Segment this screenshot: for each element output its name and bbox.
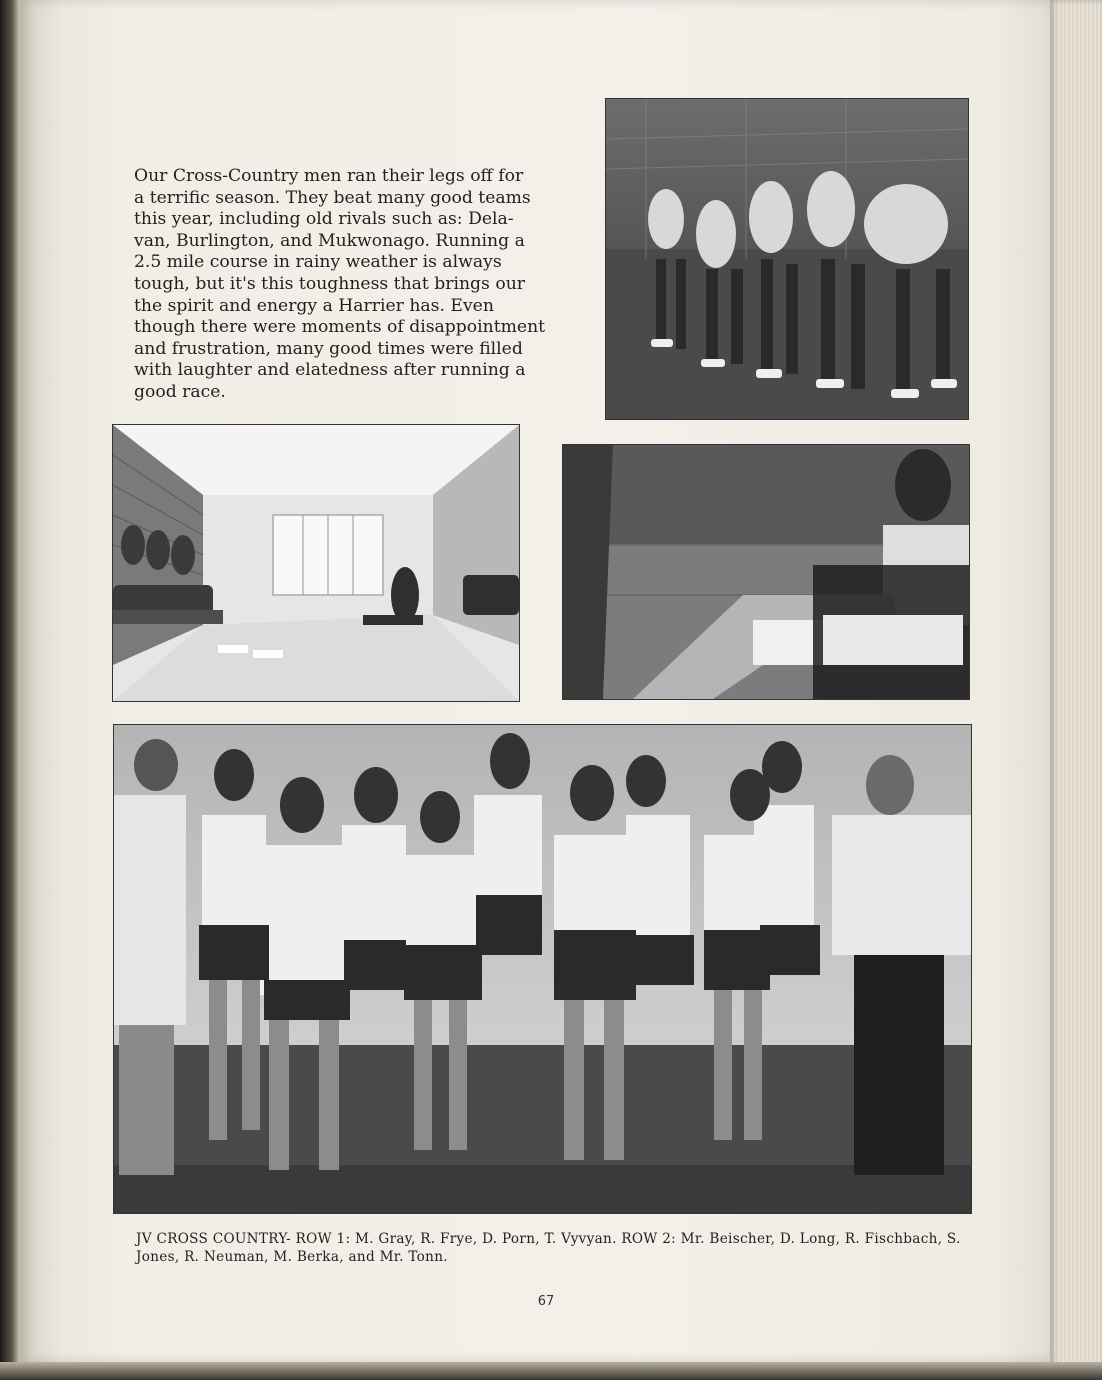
- team-photo-caption: JV CROSS COUNTRY- ROW 1: M. Gray, R. Frye, D. Porn, T. Vyvyan. ROW 2: Mr. Beischer, D. Long, R. Fischbach, S. Jones, R. Neuman, M. Berka, and Mr. Tonn.: [136, 1231, 961, 1265]
- team-photo: [113, 724, 972, 1214]
- page-number: 67: [537, 1294, 555, 1309]
- hallway-photo: [112, 424, 520, 702]
- warmup-photo: [605, 98, 969, 420]
- book-spine: [0, 0, 20, 1380]
- intro-paragraph: Our Cross-Country men ran their legs off for a terrific season. They beat many good teams this year, including old rivals such as: Dela- van, Burlington, and Mukwonago. Running a 2.5 mile course in rainy weather is always tough, but it's this toughness that brings our the spirit and energy a Harrier has. Even though there were moments of disappointment and frustration, many good times were filled with laughter and elatedness after running a good race.: [134, 166, 546, 402]
- seated-photo: [562, 444, 970, 700]
- page-edges: [1050, 0, 1102, 1380]
- book-bottom-edge: [0, 1362, 1102, 1380]
